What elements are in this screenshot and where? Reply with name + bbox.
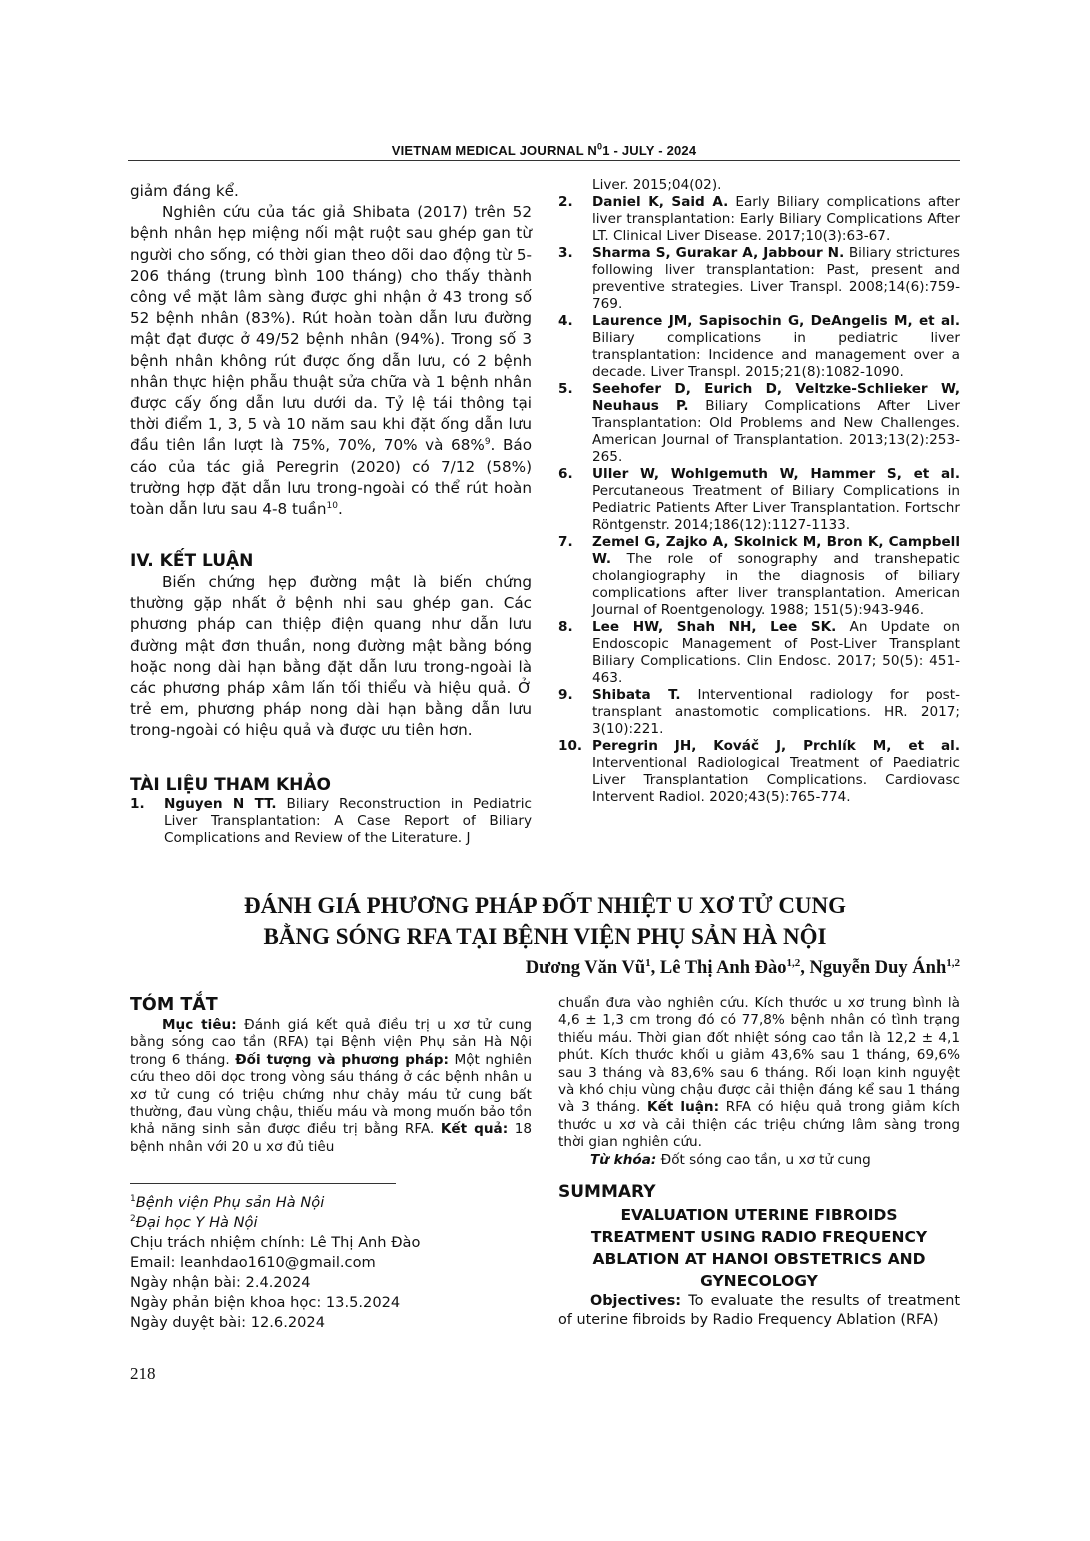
- reference-item: [558, 381, 960, 466]
- paragraph: giảm đáng kể.: [130, 182, 239, 200]
- label-objectives: Objectives:: [590, 1293, 682, 1310]
- reference-body: Liver. 2015;04(02).: [592, 177, 722, 193]
- text: .: [337, 500, 343, 519]
- reference-body: Interventional radiology for post-transplant anastomotic complications. HR. 2017; 3(10):221.: [592, 687, 960, 737]
- abstract-vi: [130, 993, 532, 1156]
- reference-item: [558, 177, 960, 194]
- reference-text: [592, 687, 960, 738]
- text: chuẩn đưa vào nghiên cứu. Kích thước u xơ trung bình là 4,6 ± 1,3 cm trong đó có 77,8% bệnh nhân có tình trạng thiếu máu. Thời gian đốt nhiệt sóng cao tần là 12,2 ± 4,1 phút. Kích thước khối u giảm 43,6% sau 1 tháng, 69,6% sau 3 tháng và 83,6% sau 6 tháng. Rối loạn kinh nguyệt và khó chịu vùng chậu được cải thiện đáng kể sau 1 tháng và 3 tháng.: [558, 995, 960, 1116]
- journal-issue: 1 - JULY - 2024: [602, 143, 697, 158]
- discussion-text: [130, 181, 532, 520]
- text: Một nghiên cứu theo dõi dọc trong vòng sáu tháng ở các bệnh nhân u xơ tử cung có triệu chứng như chảy máu tử cung bất thường, đau vùng chậu, thiếu máu và mong muốn bảo tồn khả năng sinh sản được điều trị bằng RFA.: [130, 1051, 532, 1138]
- conclusion-heading: IV. KẾT LUẬN: [130, 551, 254, 571]
- reference-text: [592, 738, 960, 806]
- reference-body: An Update on Endoscopic Management of Post-Liver Transplant Biliary Complications. Clin Endosc. 2017; 50(5): 451-463.: [592, 619, 960, 686]
- references-heading: TÀI LIỆU THAM KHẢO: [130, 775, 331, 795]
- reference-number: 6.: [558, 466, 573, 482]
- reference-text: [592, 177, 960, 194]
- summary-paragraph: [558, 1292, 960, 1330]
- text: Bệnh viện Phụ sản Hà Nội: [135, 1194, 325, 1211]
- title-line: ĐÁNH GIÁ PHƯƠNG PHÁP ĐỐT NHIỆT U XƠ TỬ CUNG: [243, 893, 847, 918]
- reference-item: [558, 245, 960, 313]
- references-list-right: [558, 177, 960, 806]
- text: To evaluate the results of treatment of uterine fibroids by Radio Frequency Ablation (RFA): [558, 1293, 960, 1329]
- date-received: Ngày nhận bài: 2.4.2024: [130, 1274, 311, 1291]
- text: . Báo cáo của tác giả Peregrin (2020) có 7/12 (58%) trường hợp đặt dẫn lưu trong-ngoài có thể rút hoàn toàn dẫn lưu sau 4-8 tuần: [130, 436, 532, 519]
- reference-body: The role of sonography and transhepatic cholangiography in the diagnosis of biliary complications after liver transplantation. American Journal of Roentgenology. 1988; 151(5):943-946.: [592, 551, 960, 618]
- paragraph: [130, 202, 532, 520]
- reference-body: Biliary Reconstruction in Pediatric Liver Transplantation: A Case Report of Biliary Complications and Review of the Literature. J: [164, 796, 533, 846]
- reference-item: [558, 534, 960, 619]
- reference-number: [558, 177, 592, 194]
- text: Nghiên cứu của tác giả Shibata (2017) trên 52 bệnh nhân hẹp miệng nối mật ruột sau ghép gan từ người cho sống, có thời gian theo dõi dao động từ 5-206 tháng (trung bình 100 tháng) cho thấy thành công về mặt lâm sàng được ghi nhận ở 43 trong số 52 bệnh nhân (83%). Rút hoàn toàn dẫn lưu đường mật đạt được ở 49/52 bệnh nhân (94%). Trong số 3 bệnh nhân không rút được ống dẫn lưu, có 2 bệnh nhân thực hiện phẫu thuật sửa chữa và 1 bệnh nhân được cấy ống dẫn lưu dưới da. Tỷ lệ tái thông tại thời điểm 1, 3, 5 và 10 năm sau khi đặt ống dẫn lưu đầu tiên lần lượt là 75%, 70%, 70% và 68%: [130, 203, 532, 455]
- citation-sup: 9: [484, 437, 491, 448]
- reference-number: 9.: [558, 687, 573, 703]
- journal-header: [128, 143, 960, 158]
- email: Email: leanhdao1610@gmail.com: [130, 1254, 376, 1271]
- reference-item: [558, 313, 960, 381]
- corresponding-author: Chịu trách nhiệm chính: Lê Thị Anh Đào: [130, 1234, 421, 1251]
- summary-title: [558, 1204, 960, 1292]
- reference-text: [592, 245, 960, 313]
- reference-number: 2.: [558, 194, 573, 210]
- text: Đánh giá kết quả điều trị u xơ tử cung bằng sóng cao tần (RFA) tại Bệnh viện Phụ sản Hà Nội trong 6 tháng.: [130, 1017, 532, 1068]
- author-affiliation: 1,2: [786, 956, 801, 969]
- keywords: [558, 1152, 960, 1169]
- author-name: Lê Thị Anh Đào: [659, 958, 787, 978]
- label-results: Kết quả:: [440, 1121, 509, 1138]
- author-affiliation: 1,2: [946, 956, 960, 969]
- reference-authors: Zemel G, Zajko A, Skolnick M, Bron K, Campbell W.: [592, 534, 960, 567]
- references-section: [130, 774, 532, 847]
- author-list: Dương Văn $Vũ^1$, Lê Thị Anh Đào$^{1,2}$, Nguyễn Duy Ánh$^{1,2}$: [525, 956, 960, 978]
- reference-body: Interventional Radiological Treatment of Paediatric Liver Transplantation Complications. Cardiovasc Intervent Radiol. 2020;43(5):765-774.: [592, 755, 960, 805]
- reference-body: Biliary complications in pediatric liver transplantation: Incidence and management over a decade. Liver Transpl. 2015;21(8):1082-1090.: [592, 330, 960, 380]
- reference-text: [592, 619, 960, 687]
- reference-authors: Nguyen N TT.: [164, 796, 277, 812]
- article-title: [128, 890, 962, 952]
- text: 18 bệnh nhân với 20 u xơ đủ tiêu: [130, 1121, 532, 1155]
- date-reviewed: Ngày phản biện khoa học: 13.5.2024: [130, 1294, 401, 1311]
- reference-text: [592, 194, 960, 245]
- reference-number: 3.: [558, 245, 573, 261]
- abstract-heading: TÓM TẮT: [130, 995, 218, 1015]
- citation-sup: 10: [326, 500, 338, 511]
- references-list-left: [130, 796, 532, 847]
- header-rule: [128, 160, 960, 161]
- conclusion-section: [130, 550, 532, 742]
- author-name: Dương Văn Vũ: [525, 958, 646, 978]
- reference-authors: Peregrin JH, Kováč J, Prchlík M, et al.: [592, 738, 960, 754]
- reference-body: Early Biliary complications after liver transplantation: Early Biliary Complications After LT. Clinical Liver Disease. 2017;10(3):63-67.: [592, 194, 960, 244]
- reference-item: [130, 796, 532, 847]
- reference-text: [592, 313, 960, 381]
- title-line: GYNECOLOGY: [700, 1272, 818, 1291]
- page-number: 218: [130, 1364, 156, 1383]
- reference-item: [558, 738, 960, 806]
- affiliation-2: [130, 1213, 420, 1233]
- reference-text: [164, 796, 532, 847]
- label-objective: Mục tiêu:: [162, 1017, 237, 1033]
- journal-name: VIETNAM MEDICAL JOURNAL N: [391, 143, 598, 158]
- author-name: Nguyễn Duy Ánh: [809, 958, 947, 978]
- reference-item: [558, 687, 960, 738]
- sup: 2: [130, 1214, 136, 1225]
- reference-body: Biliary Complications After Liver Transplantation: Old Problems and New Challenges. American Journal of Transplantation. 2013;13(2):253-265.: [592, 398, 960, 465]
- reference-number: 10.: [558, 738, 583, 754]
- date-accepted: Ngày duyệt bài: 12.6.2024: [130, 1314, 325, 1331]
- conclusion-paragraph: Biến chứng hẹp đường mật là biến chứng thường gặp nhất ở bệnh nhi sau ghép gan. Các phương pháp can thiệp điện quang như dẫn lưu đường mật đơn thuần, nong đường mật bằng bóng hoặc nong dài hạn bằng đặt dẫn lưu trong-ngoài là các phương pháp xâm lấn tối thiểu và hiệu quả. Ở trẻ em, phương pháp nong dài hạn bằng dẫn lưu trong-ngoài có hiệu quả và được ưu tiên hơn.: [130, 573, 532, 740]
- reference-text: [592, 466, 960, 534]
- reference-authors: Lee HW, Shah NH, Lee SK.: [592, 619, 837, 635]
- abstract-paragraph: [130, 1017, 532, 1156]
- label-keywords: Từ khóa:: [590, 1151, 657, 1168]
- reference-text: [592, 381, 960, 466]
- footnotes: [130, 1193, 420, 1333]
- title-line: BẰNG SÓNG RFA TẠI BỆNH VIỆN PHỤ SẢN HÀ NỘI: [263, 924, 827, 949]
- reference-body: Percutaneous Treatment of Biliary Complications in Pediatric Patients After Liver Transplantation. Fortschr Röntgenstr. 2014;186(12):1127-1133.: [592, 483, 960, 533]
- title-line: TREATMENT USING RADIO FREQUENCY: [590, 1228, 928, 1247]
- title-line: ABLATION AT HANOI OBSTETRICS AND: [592, 1250, 926, 1269]
- reference-body: Biliary strictures following liver transplantation: Past, present and preventive strategies. Liver Transpl. 2008;14(6):759-769.: [592, 245, 960, 312]
- text: RFA có hiệu quả trong giảm kích thước u xơ và cải thiện các triệu chứng lâm sàng trong thời gian nghiên cứu.: [558, 1099, 961, 1151]
- text: Đốt sóng cao tần, u xơ tử cung: [656, 1151, 871, 1168]
- reference-item: [558, 466, 960, 534]
- summary-heading: SUMMARY: [558, 1182, 656, 1203]
- footnote-rule: [130, 1183, 396, 1184]
- reference-authors: Seehofer D, Eurich D, Veltzke-Schlieker W, Neuhaus P.: [592, 381, 960, 414]
- abstract-paragraph: [558, 995, 960, 1152]
- reference-authors: Sharma S, Gurakar A, Jabbour N.: [592, 245, 845, 261]
- label-conclusion: Kết luận:: [647, 1099, 720, 1116]
- reference-number: 8.: [558, 619, 573, 635]
- abstract-vi-continued: [558, 995, 960, 1330]
- reference-authors: Uller W, Wohlgemuth W, Hammer S, et al.: [592, 466, 960, 482]
- reference-number: 1.: [130, 796, 145, 812]
- reference-number: 5.: [558, 381, 573, 397]
- reference-item: [558, 619, 960, 687]
- reference-number: 4.: [558, 313, 573, 329]
- text: Đại học Y Hà Nội: [135, 1214, 258, 1231]
- reference-authors: Laurence JM, Sapisochin G, DeAngelis M, et al.: [592, 313, 960, 329]
- reference-authors: Daniel K, Said A.: [592, 194, 729, 210]
- reference-authors: Shibata T.: [592, 687, 681, 703]
- affiliation-1: [130, 1193, 420, 1213]
- title-line: EVALUATION UTERINE FIBROIDS: [620, 1206, 898, 1225]
- reference-text: [592, 534, 960, 619]
- author-affiliation: 1: [645, 956, 651, 969]
- label-methods: Đối tượng và phương pháp:: [235, 1051, 449, 1068]
- sup: 1: [130, 1194, 136, 1205]
- journal-number-sup: 0: [597, 141, 603, 152]
- reference-number: 7.: [558, 534, 573, 550]
- reference-item: [558, 194, 960, 245]
